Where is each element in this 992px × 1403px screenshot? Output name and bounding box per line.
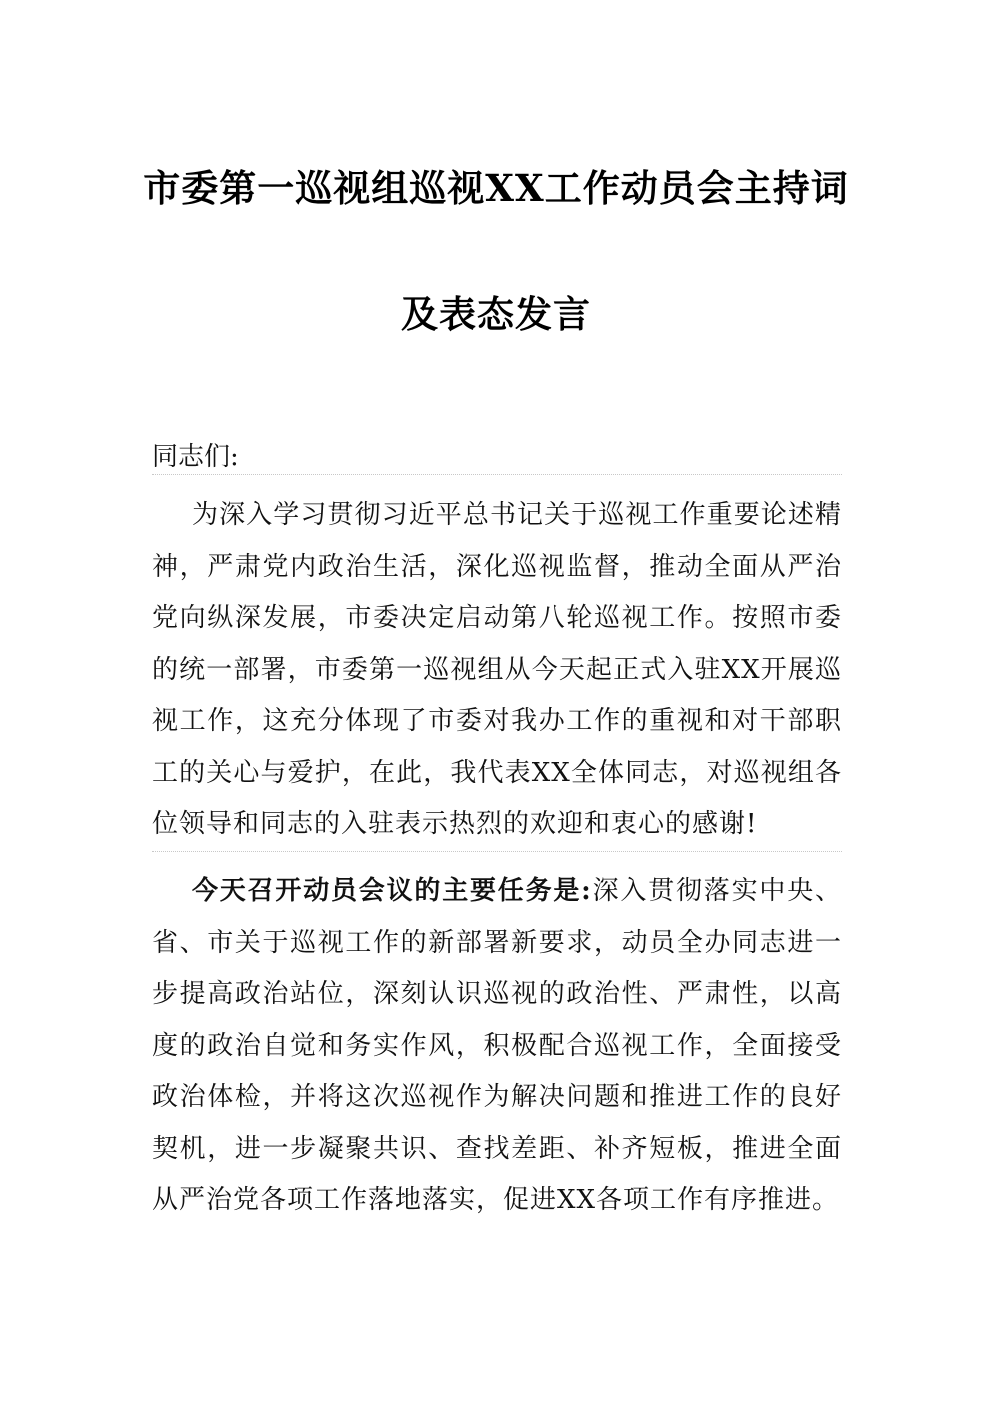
paragraph-1: 为深入学习贯彻习近平总书记关于巡视工作重要论述精神，严肃党内政治生活，深化巡视监督，推动全面从严治党向纵深发展，市委决定启动第八轮巡视工作。按照市委的统一部署，市委第一巡视组从今天起正式入驻XX开展巡视工作，这充分体现了市委对我办工作的重视和对干部职工的关心与爱护，在此，我代表XX全体同志，对巡视组各位领导和同志的入驻表示热烈的欢迎和衷心的感谢! <box>152 500 842 839</box>
paragraph-2-lead: 今天召开动员会议的主要任务是: <box>192 876 592 906</box>
paragraph-2 <box>152 866 842 1227</box>
document-title-line-1: 市委第一巡视组巡视XX工作动员会主持词 <box>143 166 849 210</box>
divider <box>152 474 842 475</box>
salutation: 同志们: <box>152 442 239 472</box>
divider <box>152 851 842 852</box>
paragraph-2-body: 深入贯彻落实中央、省、市关于巡视工作的新部署新要求，动员全办同志进一步提高政治站位，深刻认识巡视的政治性、严肃性，以高度的政治自觉和务实作风，积极配合巡视工作，全面接受政治体检，并将这次巡视作为解决问题和推进工作的良好契机，进一步凝聚共识、查找差距、补齐短板，推进全面从严治党各项工作落地落实，促进XX各项工作有序推进。 <box>152 876 842 1215</box>
document-title-line-2: 及表态发言 <box>401 292 591 336</box>
